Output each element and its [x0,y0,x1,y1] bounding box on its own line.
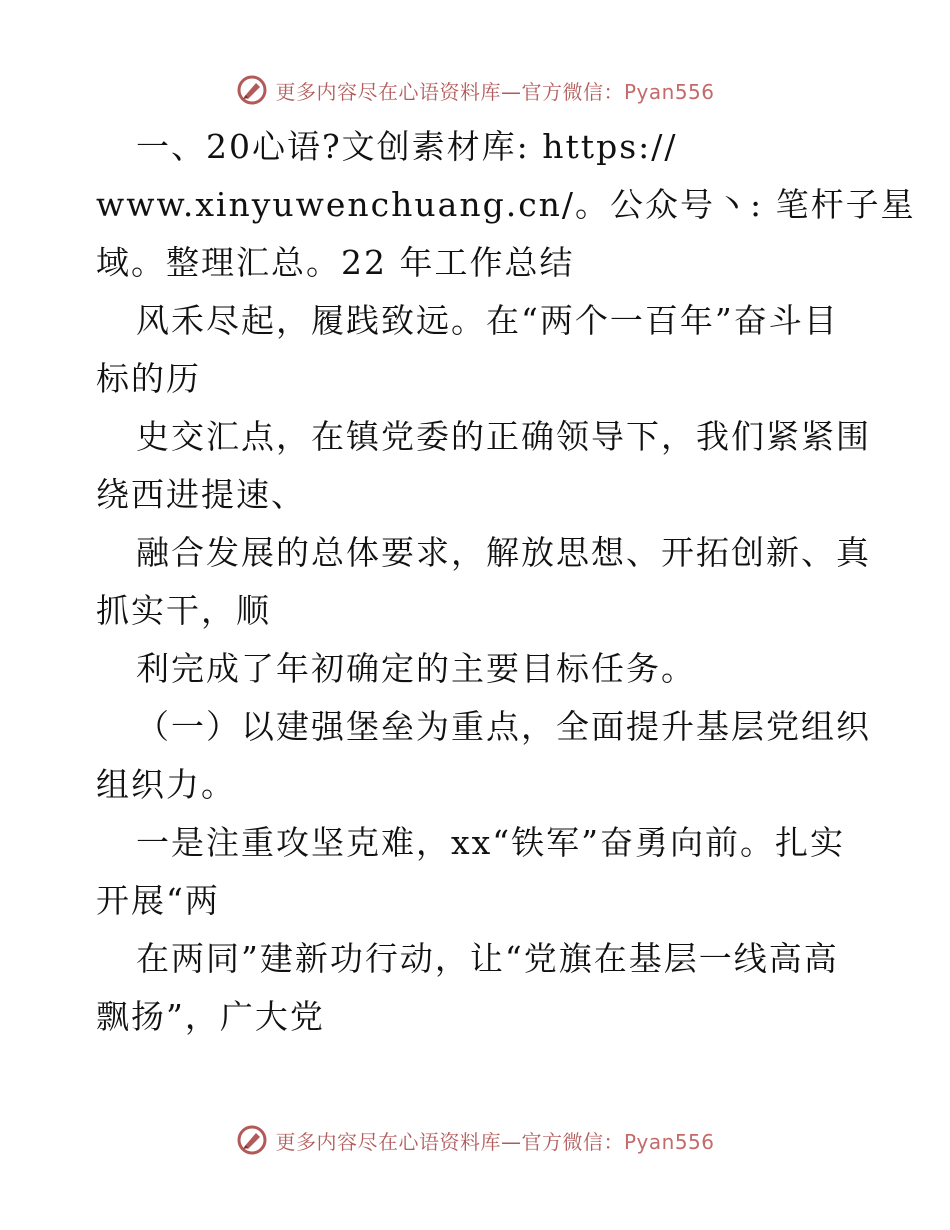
watermark-handle: Pyan556 [623,79,715,104]
text-line: 开展“两 [96,881,220,920]
watermark-text: 更多内容尽在心语资料库—官方微信：Pyan556 [275,79,715,104]
text-line: 史交汇点，在镇党委的正确领导下，我们紧紧围 [136,417,871,456]
header-watermark [0,70,950,110]
pen-nib-circle-logo-icon [235,1123,269,1157]
watermark-text: 更多内容尽在心语资料库—官方微信：Pyan556 [275,1129,715,1154]
text-line: 融合发展的总体要求，解放思想、开拓创新、真 [136,533,871,572]
text-line: （一）以建强堡垒为重点，全面提升基层党组织 [136,707,871,746]
footer-watermark [0,1120,950,1160]
pen-nib-circle-logo-icon [235,73,269,107]
text-line: 在两同”建新功行动，让“党旗在基层一线高高 [136,939,839,978]
text-line: 绕西进提速、 [96,475,306,514]
text-line: 风禾尽起，履践致远。在“两个一百年”奋斗目 [136,301,839,340]
text-line: 域。整理汇总。22 年工作总结 [96,243,575,282]
text-line: 一是注重攻坚克难，xx“铁军”奋勇向前。扎实 [136,823,845,862]
text-line: www.xinyuwenchuang.cn/。公众号丶: 笔杆子星 [96,185,916,224]
text-line: 飘扬”，广大党 [96,997,325,1036]
text-line: 抓实干，顺 [96,591,271,630]
document-body [96,118,916,1046]
text-line: 标的历 [96,359,201,398]
text-line: 组织力。 [96,765,236,804]
watermark-handle: Pyan556 [623,1129,715,1154]
text-line: 利完成了年初确定的主要目标任务。 [136,649,696,688]
text-line: 一、20心语?文创素材库: https:// [136,127,678,166]
